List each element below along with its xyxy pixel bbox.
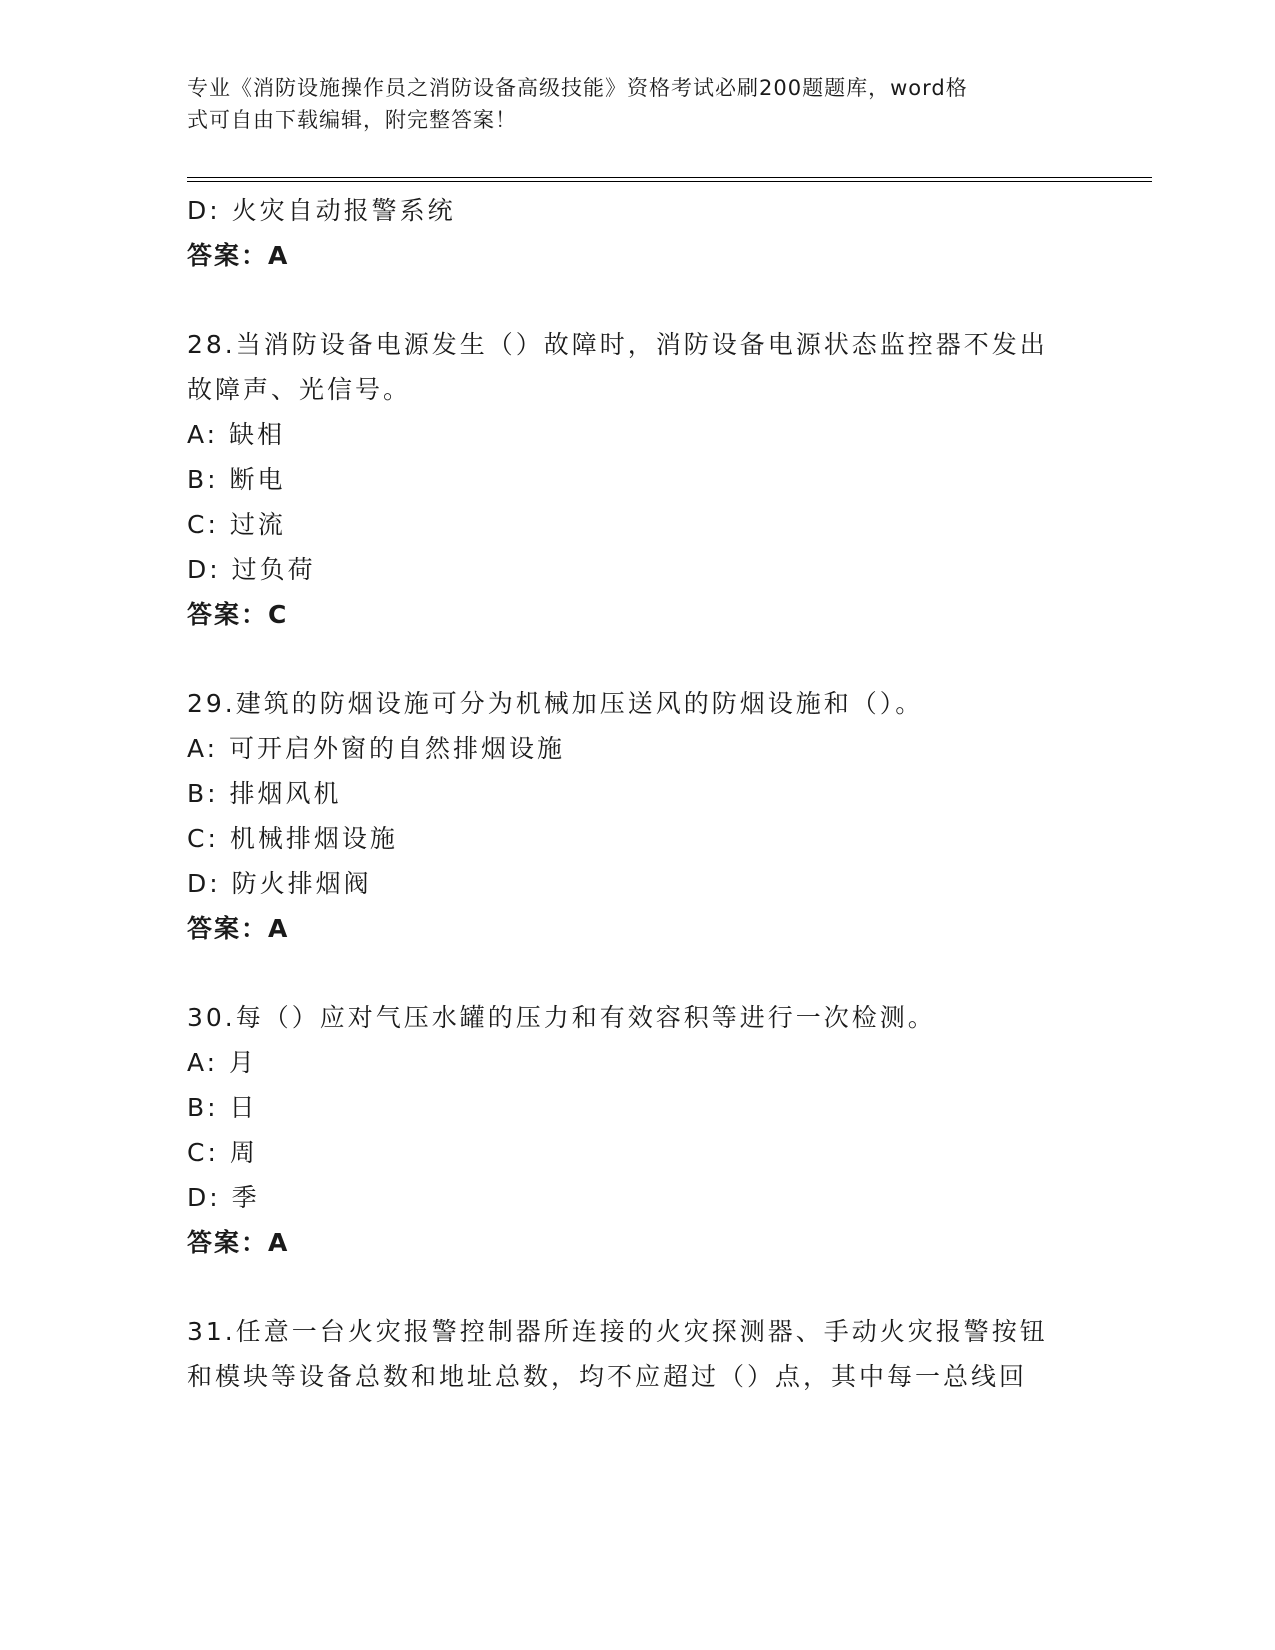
option-c: C: 周: [187, 1138, 258, 1167]
question-30: [187, 995, 1087, 1265]
option-d: D: 火灾自动报警系统: [187, 196, 456, 225]
option-b: B: 断电: [187, 465, 286, 494]
question-stem-cont: 故障声、光信号。: [187, 375, 412, 404]
option-a: A: 可开启外窗的自然排烟设施: [187, 734, 566, 763]
spacer: [187, 278, 1087, 322]
question-stem: 28.当消防设备电源发生（）故障时，消防设备电源状态监控器不发出: [187, 330, 1048, 359]
question-29: [187, 681, 1087, 951]
option-a: A: 月: [187, 1048, 258, 1077]
answer-line: 答案：C: [187, 600, 289, 629]
option-c: C: 机械排烟设施: [187, 824, 398, 853]
answer-line: 答案：A: [187, 914, 290, 943]
option-a: A: 缺相: [187, 420, 286, 449]
option-c: C: 过流: [187, 510, 286, 539]
option-d: D: 季: [187, 1183, 260, 1212]
option-d: D: 防火排烟阀: [187, 869, 372, 898]
spacer: [187, 951, 1087, 995]
option-b: B: 排烟风机: [187, 779, 342, 808]
answer-line: 答案：A: [187, 1228, 290, 1257]
answer-line: 答案：A: [187, 241, 290, 270]
question-stem: 29.建筑的防烟设施可分为机械加压送风的防烟设施和（）。: [187, 689, 924, 718]
option-d: D: 过负荷: [187, 555, 316, 584]
option-b: B: 日: [187, 1093, 258, 1122]
question-content: [187, 188, 1087, 1399]
header-divider: [187, 177, 1152, 182]
question-stem: 31.任意一台火灾报警控制器所连接的火灾探测器、手动火灾报警按钮: [187, 1317, 1048, 1346]
header-line-1: 专业《消防设施操作员之消防设备高级技能》资格考试必刷200题题库，word格: [187, 76, 968, 100]
question-stem: 30.每（）应对气压水罐的压力和有效容积等进行一次检测。: [187, 1003, 936, 1032]
spacer: [187, 637, 1087, 681]
spacer: [187, 1265, 1087, 1309]
header-line-2: 式可自由下载编辑，附完整答案！: [187, 108, 517, 132]
document-header: [187, 72, 1067, 136]
question-31: [187, 1309, 1087, 1399]
question-28: [187, 322, 1087, 637]
question-stem-cont: 和模块等设备总数和地址总数，均不应超过（）点，其中每一总线回: [187, 1362, 1028, 1391]
